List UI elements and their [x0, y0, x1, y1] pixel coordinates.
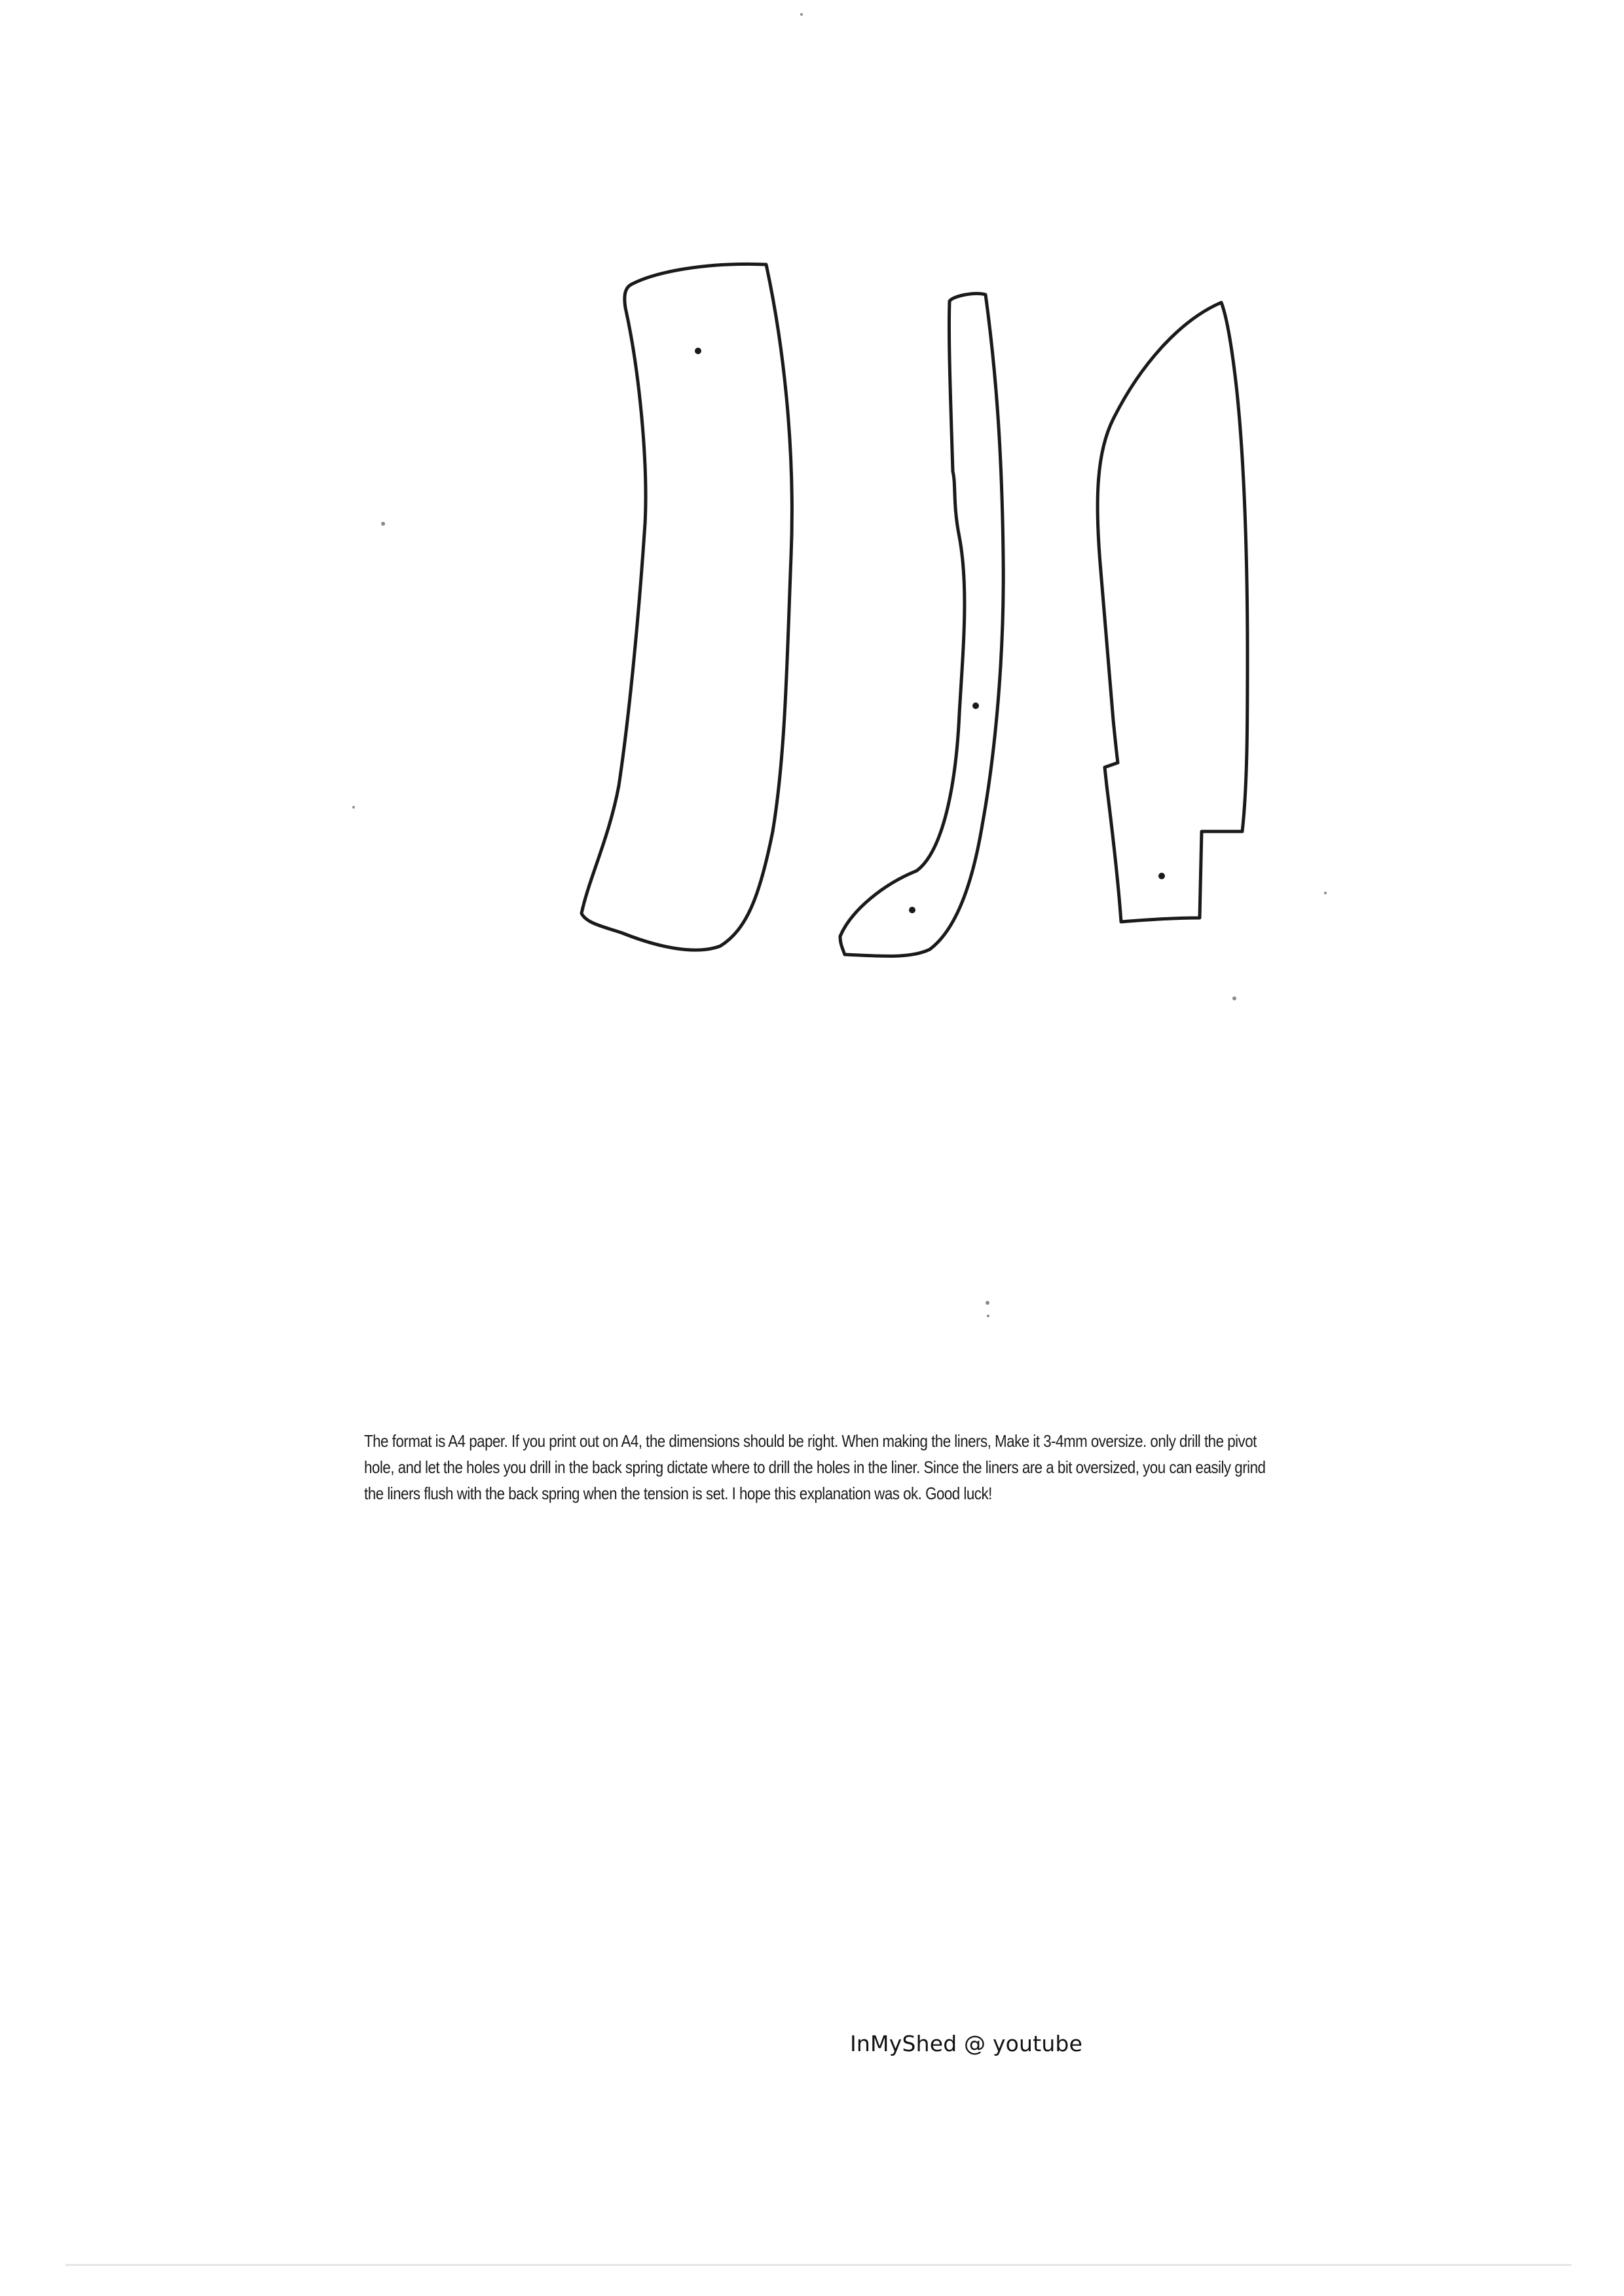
- handle-scale-pivot-hole: [695, 348, 701, 354]
- back-spring-template: [840, 293, 1003, 956]
- instructions-paragraph: The format is A4 paper. If you print out on A4, the dimensions should be right. When making the liners, Make it 3-4mm oversize. only drill the pivot hole, and let the holes you drill in the back spring dictate where to drill the holes in the liner. Since the liners are a bit oversized, you can easily grind the liners flush with the back spring when the tension is set. I hope this explanation was ok. Good luck!: [364, 1431, 1266, 1503]
- handle-scale-outline: [581, 264, 792, 950]
- handle-scale-template: [581, 264, 792, 950]
- blade-outline: [1098, 302, 1247, 922]
- back-spring-hole-tail: [909, 907, 915, 913]
- credit-text: InMyShed @ youtube: [850, 2031, 1083, 2056]
- back-spring-hole-middle: [972, 702, 979, 709]
- blade-pivot-hole: [1158, 873, 1165, 879]
- blade-template: [1098, 302, 1247, 922]
- scan-bottom-edge: [65, 2264, 1572, 2266]
- scan-specks: [352, 13, 1327, 1317]
- back-spring-outline: [840, 293, 1003, 956]
